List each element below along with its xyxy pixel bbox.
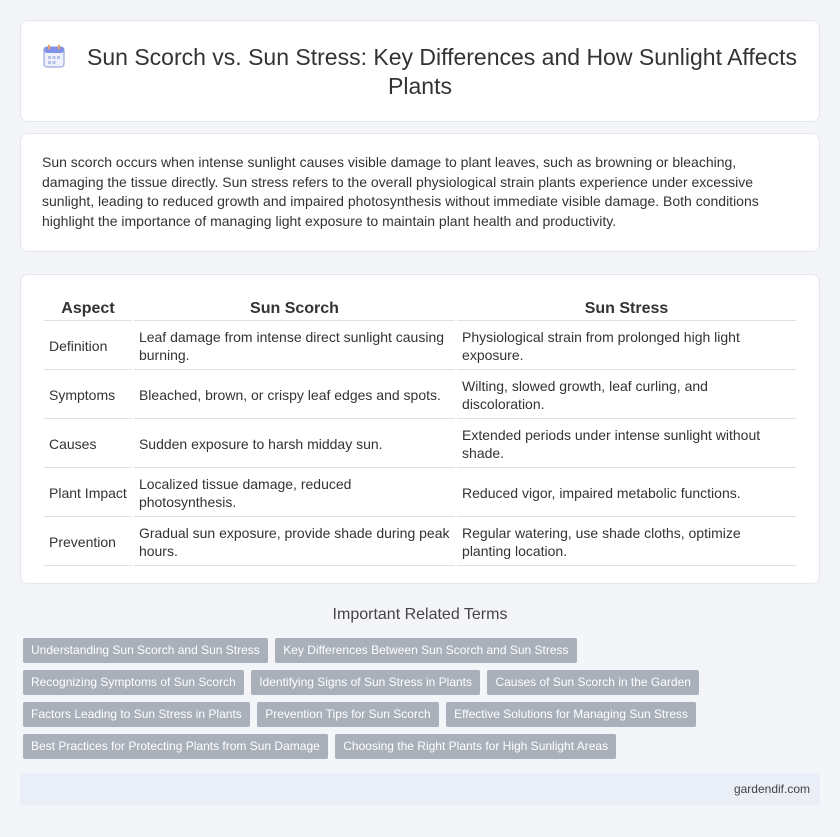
row-aspect: Definition: [44, 323, 132, 370]
table-row: [44, 372, 796, 419]
header-card: [20, 20, 820, 122]
row-sun-scorch: Leaf damage from intense direct sunlight causing burning.: [134, 323, 455, 370]
row-sun-scorch: Sudden exposure to harsh midday sun.: [134, 421, 455, 468]
related-term-link[interactable]: Recognizing Symptoms of Sun Scorch: [23, 670, 244, 695]
row-sun-scorch: Bleached, brown, or crispy leaf edges and spots.: [134, 372, 455, 419]
row-sun-stress: Wilting, slowed growth, leaf curling, and discoloration.: [457, 372, 796, 419]
footer: [20, 773, 820, 806]
comparison-table: [42, 295, 798, 568]
row-sun-stress: Regular watering, use shade cloths, optimize planting location.: [457, 519, 796, 566]
intro-paragraph: Sun scorch occurs when intense sunlight causes visible damage to plant leaves, such as browning or bleaching, damaging the tissue directly. Sun stress refers to the overall physiological strain plants experience under excessive sunlight, leading to reduced growth and impaired photosynthesis without immediate visible damage. Both conditions highlight the importance of managing light exposure to maintain plant health and productivity.: [42, 154, 759, 229]
table-row: [44, 470, 796, 517]
related-terms-title: Important Related Terms: [332, 606, 508, 623]
related-term-link[interactable]: Understanding Sun Scorch and Sun Stress: [23, 638, 268, 663]
related-term-link[interactable]: Effective Solutions for Managing Sun Stress: [446, 702, 696, 727]
related-term-link[interactable]: Prevention Tips for Sun Scorch: [257, 702, 438, 727]
related-term-link[interactable]: Causes of Sun Scorch in the Garden: [487, 670, 698, 695]
row-aspect: Causes: [44, 421, 132, 468]
related-term-link[interactable]: Choosing the Right Plants for High Sunlight Areas: [335, 734, 616, 759]
table-row: [44, 323, 796, 370]
calendar-icon: [43, 44, 65, 68]
row-aspect: Symptoms: [44, 372, 132, 419]
related-term-link[interactable]: Key Differences Between Sun Scorch and Sun Stress: [275, 638, 576, 663]
row-aspect: Prevention: [44, 519, 132, 566]
row-sun-scorch: Localized tissue damage, reduced photosynthesis.: [134, 470, 455, 517]
row-sun-scorch: Gradual sun exposure, provide shade during peak hours.: [134, 519, 455, 566]
comparison-table-card: [20, 274, 820, 584]
table-row: [44, 421, 796, 468]
header-sun-stress: Sun Stress: [457, 297, 796, 321]
related-term-link[interactable]: Identifying Signs of Sun Stress in Plants: [251, 670, 480, 695]
related-terms-list: [23, 638, 803, 766]
page-title-wrap: [21, 43, 819, 101]
related-term-link[interactable]: Best Practices for Protecting Plants from Sun Damage: [23, 734, 328, 759]
row-sun-stress: Physiological strain from prolonged high light exposure.: [457, 323, 796, 370]
row-aspect: Plant Impact: [44, 470, 132, 517]
header-sun-scorch: Sun Scorch: [134, 297, 455, 321]
header-aspect: Aspect: [44, 297, 132, 321]
intro-card: [20, 133, 820, 252]
page-title: Sun Scorch vs. Sun Stress: Key Differences and How Sunlight Affects Plants: [87, 44, 797, 99]
table-header-row: [44, 297, 796, 321]
related-term-link[interactable]: Factors Leading to Sun Stress in Plants: [23, 702, 250, 727]
row-sun-stress: Reduced vigor, impaired metabolic functions.: [457, 470, 796, 517]
footer-site-link[interactable]: gardendif.com: [733, 782, 810, 796]
row-sun-stress: Extended periods under intense sunlight without shade.: [457, 421, 796, 468]
table-row: [44, 519, 796, 566]
